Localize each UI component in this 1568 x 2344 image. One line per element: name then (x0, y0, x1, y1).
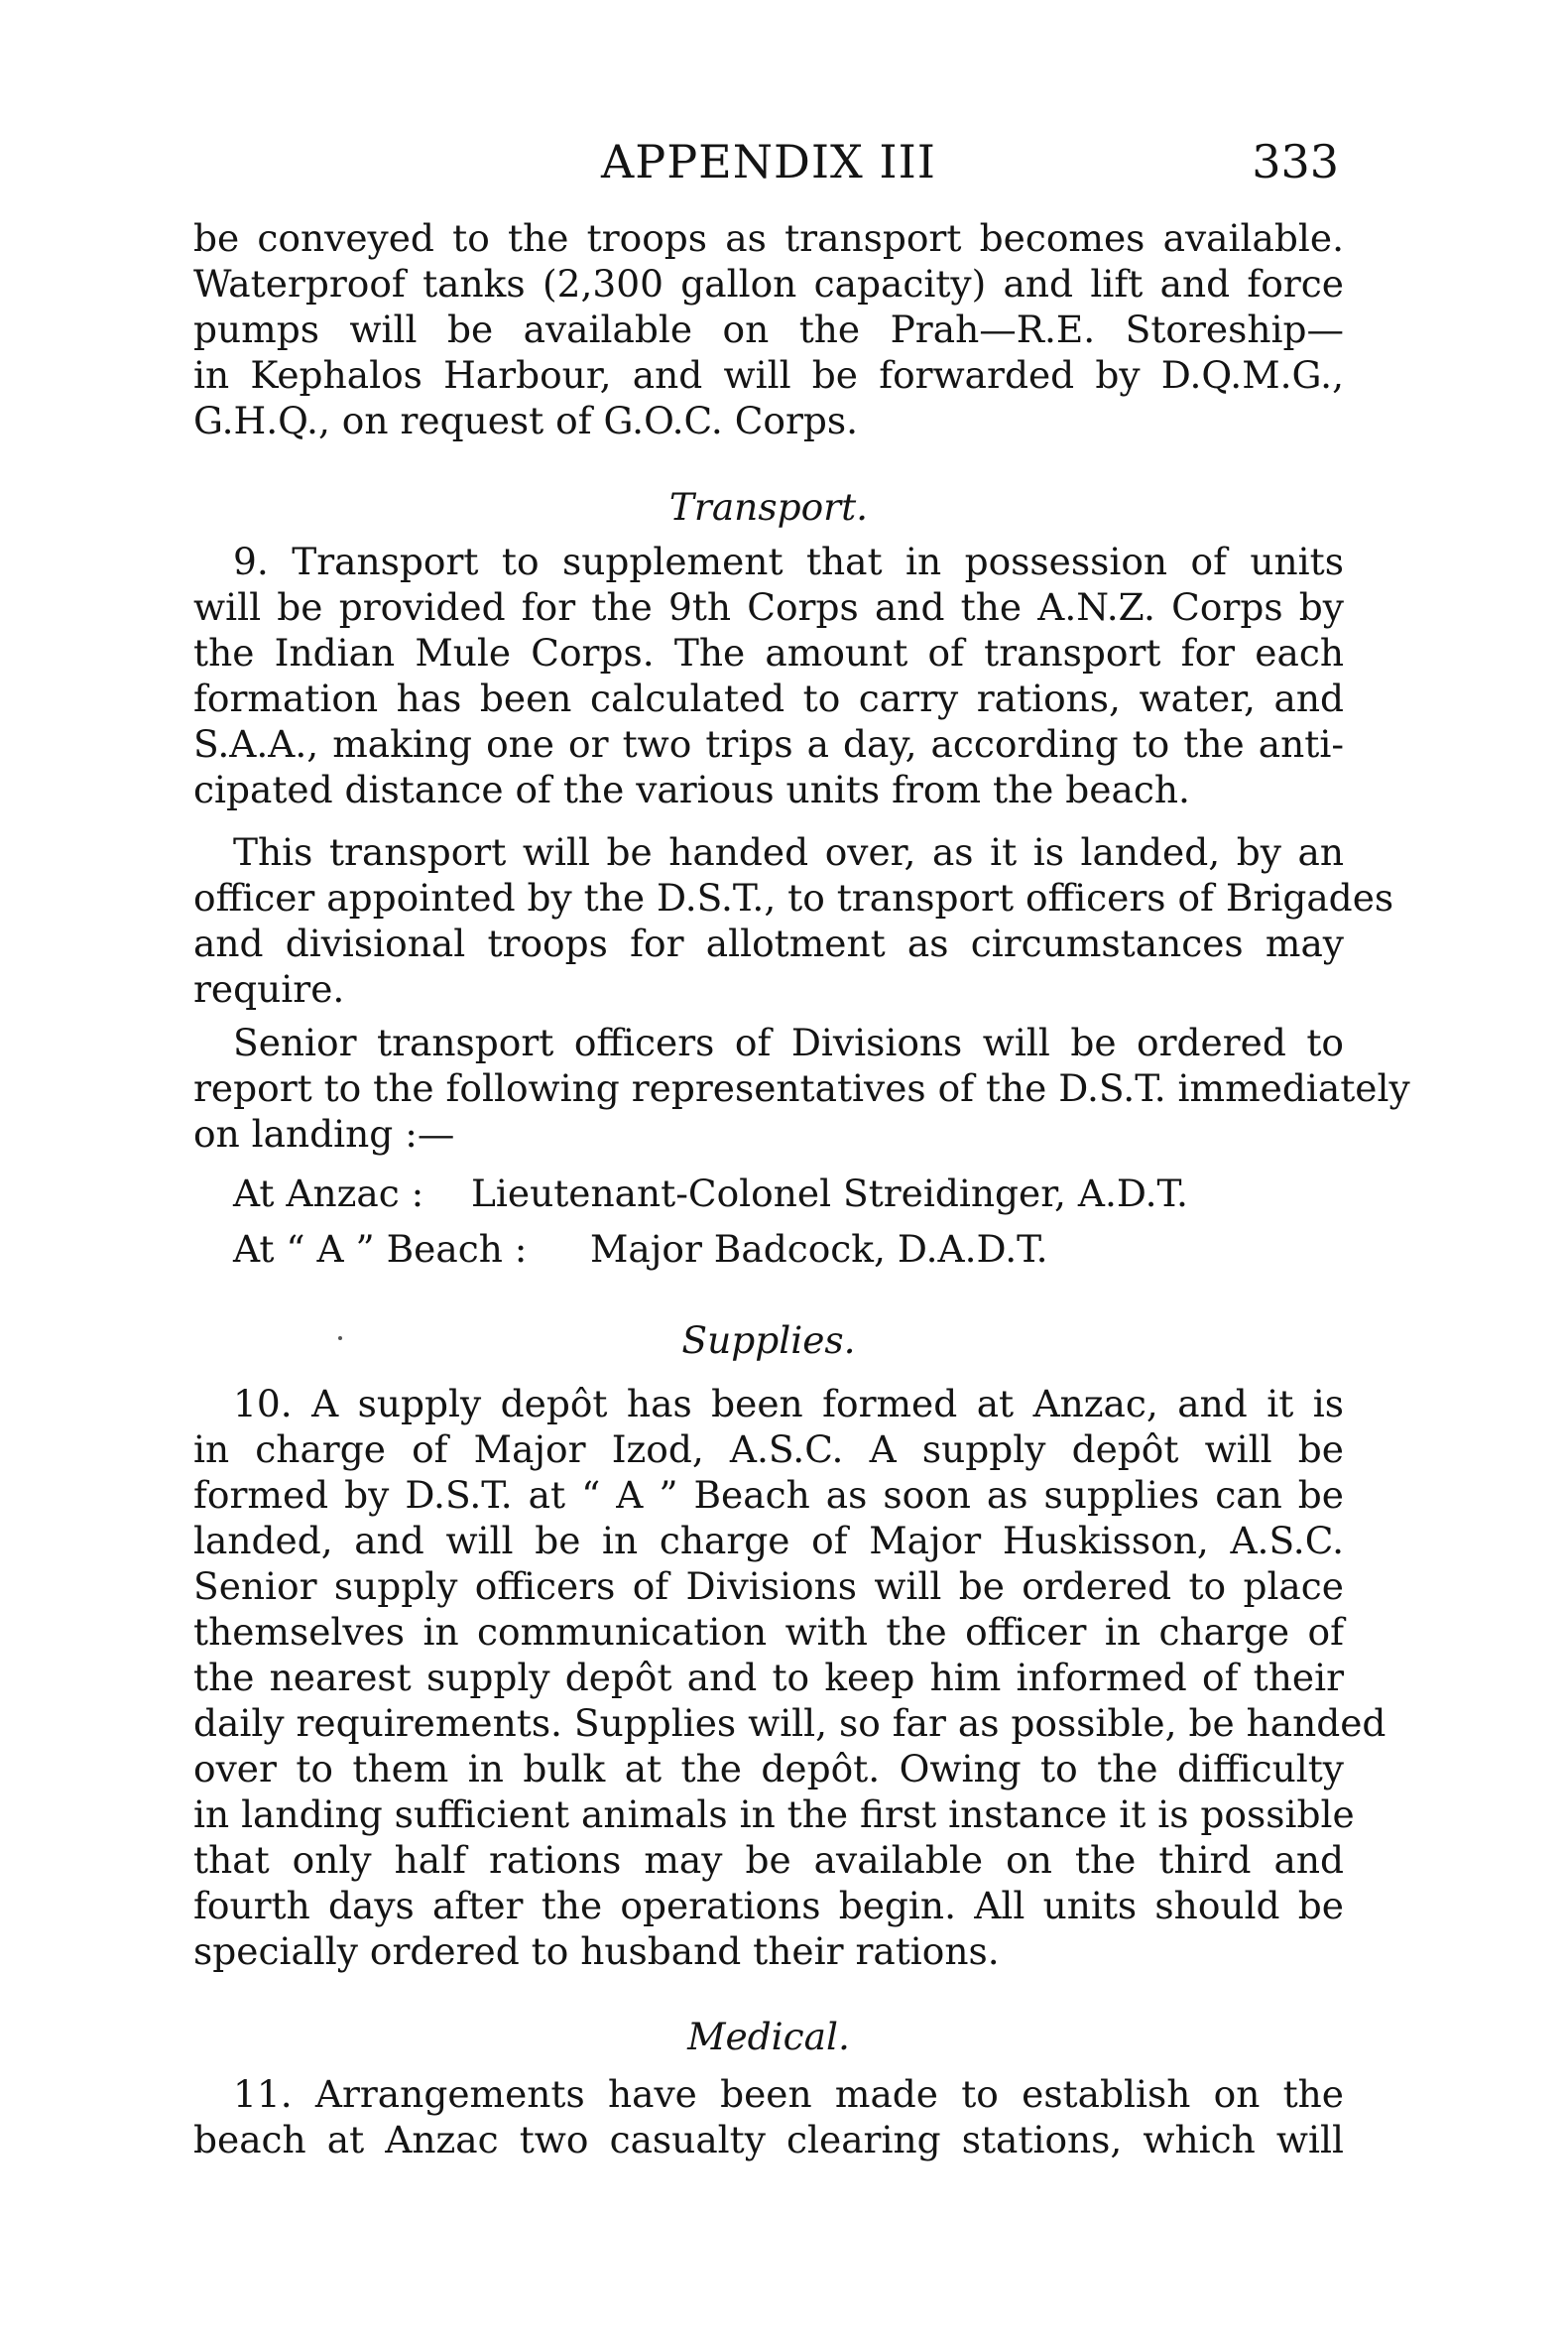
text-line: be conveyed to the troops as transport becomes available. (193, 216, 1344, 260)
text-line: the Indian Mule Corps. The amount of transport for each (193, 631, 1344, 675)
text-line: and divisional troops for allotment as circumstances may (193, 922, 1344, 965)
text-line: formation has been calculated to carry rations, water, and (193, 677, 1344, 720)
section-heading-transport: Transport. (668, 485, 869, 529)
page-number: 333 (1252, 135, 1339, 188)
text-line: themselves in communication with the officer in charge of (193, 1610, 1344, 1654)
representative-row (233, 1171, 1188, 1216)
representative-row (233, 1226, 1048, 1272)
text-line: Senior supply officers of Divisions will be ordered to place (193, 1564, 1344, 1608)
text-line: formed by D.S.T. at “ A ” Beach as soon as supplies can be (193, 1473, 1344, 1517)
text-line: 11. Arrangements have been made to establish on the (233, 2072, 1344, 2116)
text-line: pumps will be available on the Prah—R.E. Storeship— (193, 308, 1344, 351)
text-line: on landing :— (193, 1112, 455, 1156)
representative-place: At Anzac : (233, 1172, 424, 1215)
text-line: G.H.Q., on request of G.O.C. Corps. (193, 399, 859, 442)
representative-officer: Lieutenant-Colonel Streidinger, A.D.T. (471, 1172, 1188, 1215)
text-line: landed, and will be in charge of Major Huskisson, A.S.C. (193, 1519, 1344, 1562)
text-line: fourth days after the operations begin. All units should be (193, 1884, 1344, 1927)
representative-officer: Major Badcock, D.A.D.T. (590, 1227, 1048, 1271)
text-line: 9. Transport to supplement that in possession of units (233, 540, 1344, 583)
text-line: beach at Anzac two casualty clearing stations, which will (193, 2118, 1344, 2161)
text-line: 10. A supply depôt has been formed at Anzac, and it is (233, 1382, 1344, 1425)
text-line: specially ordered to husband their rations. (193, 1929, 1000, 1973)
section-heading-medical: Medical. (687, 2015, 850, 2058)
text-line: This transport will be handed over, as it is landed, by an (233, 830, 1344, 874)
text-line: over to them in bulk at the depôt. Owing to the difficulty (193, 1747, 1344, 1790)
running-head: APPENDIX III (601, 135, 936, 188)
text-line: in Kephalos Harbour, and will be forwarded by D.Q.M.G., (193, 353, 1344, 397)
section-heading-supplies: Supplies. (681, 1318, 856, 1362)
text-line: cipated distance of the various units from the beach. (193, 768, 1190, 811)
page-header (193, 127, 1344, 196)
text-line: in charge of Major Izod, A.S.C. A supply depôt will be (193, 1427, 1344, 1471)
text-line: Senior transport officers of Divisions will be ordered to (233, 1021, 1344, 1064)
text-line: require. (193, 967, 345, 1011)
text-line: report to the following representatives of the D.S.T. immediately (193, 1066, 1410, 1110)
text-line: S.A.A., making one or two trips a day, according to the anti- (193, 722, 1344, 766)
representative-place: At “ A ” Beach : (233, 1227, 528, 1271)
text-line: in landing sufficient animals in the first instance it is possible (193, 1792, 1355, 1836)
text-line: daily requirements. Supplies will, so far as possible, be handed (193, 1701, 1387, 1745)
text-line: will be provided for the 9th Corps and the A.N.Z. Corps by (193, 585, 1344, 629)
text-line: Waterproof tanks (2,300 gallon capacity) and lift and force (193, 262, 1344, 306)
text-line: that only half rations may be available on the third and (193, 1838, 1344, 1882)
text-line: the nearest supply depôt and to keep him informed of their (193, 1656, 1344, 1699)
text-line: officer appointed by the D.S.T., to transport officers of Brigades (193, 876, 1394, 920)
